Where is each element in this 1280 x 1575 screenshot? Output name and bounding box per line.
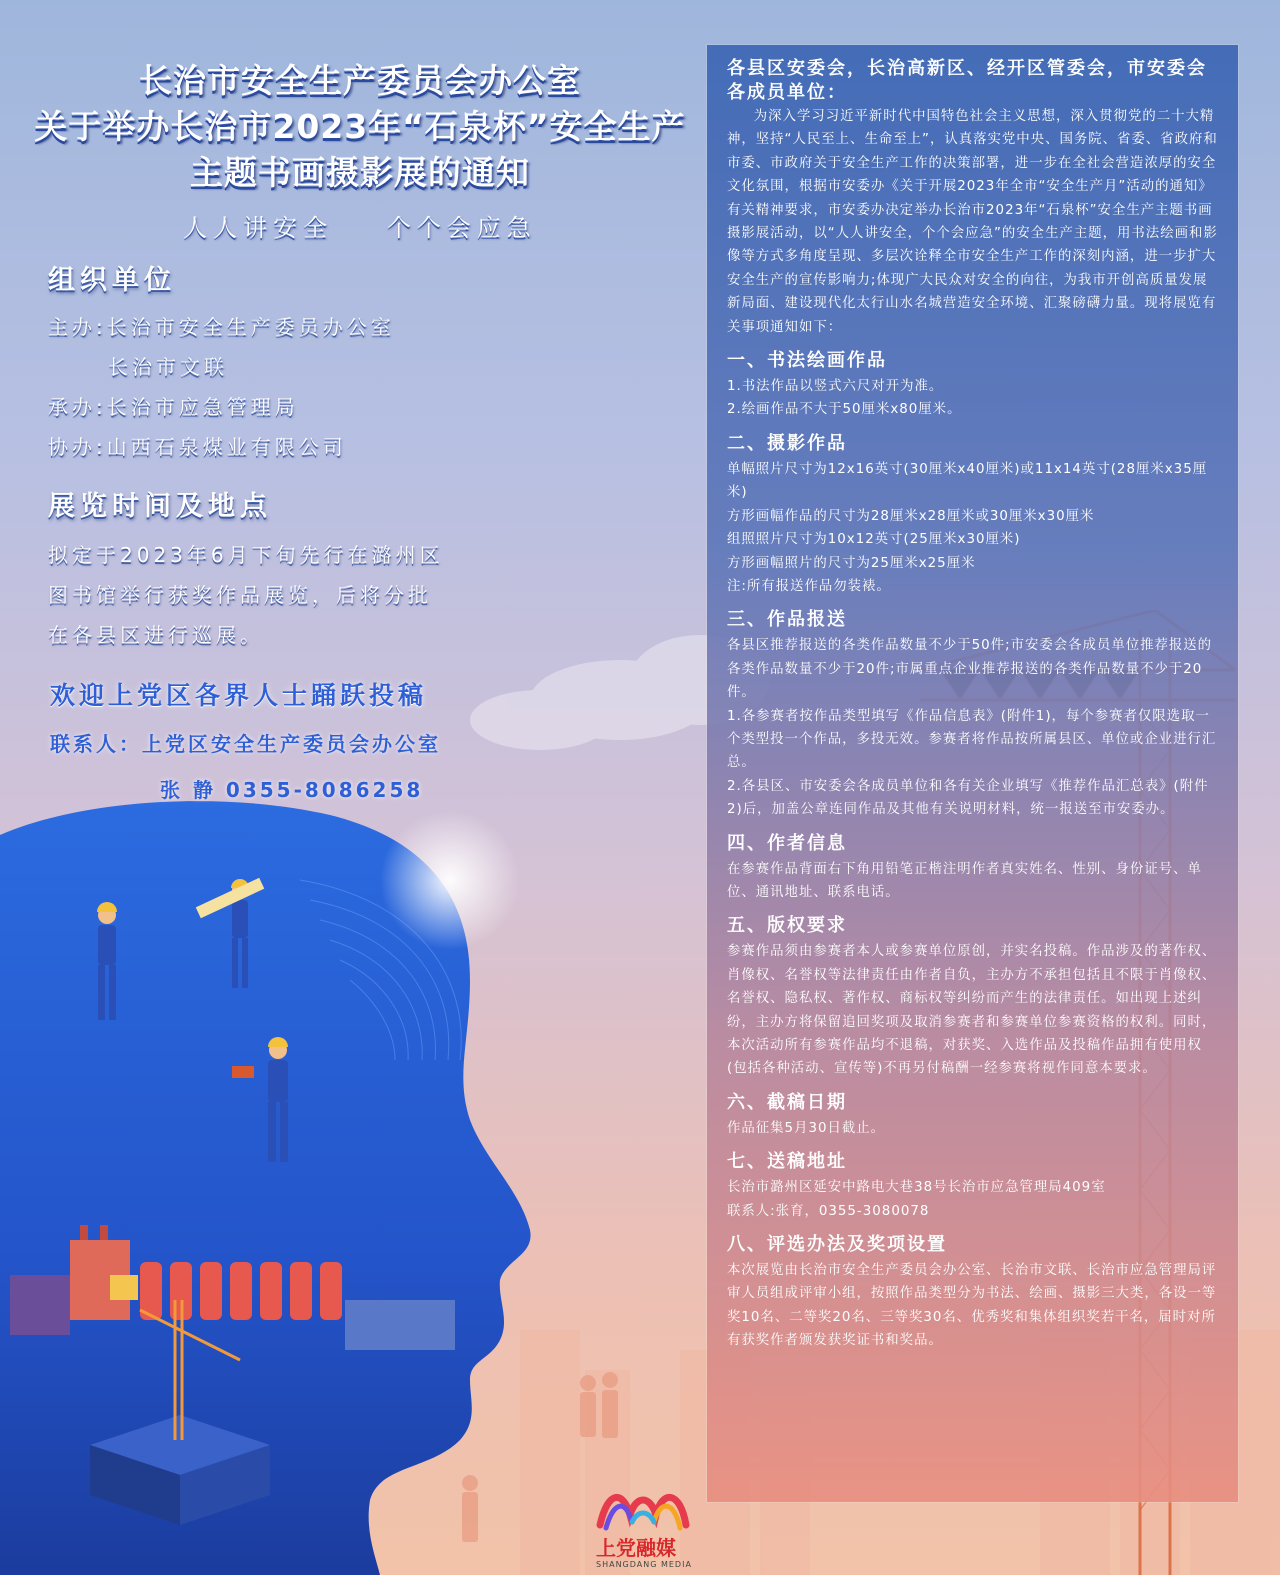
contact-phone: 张 静 0355-8086258 [160, 778, 424, 802]
section-heading: 五、版权要求 [727, 915, 847, 937]
section-line: 作品征集5月30日截止。 [727, 1120, 886, 1136]
section-line: 2.各县区、市安委会各成员单位和各有关企业填写《推荐作品汇总表》(附件2)后，加盖公章连同作品及其他有关说明材料，统一报送至市安委办。 [727, 778, 1209, 818]
contact-person: 联系人：上党区安全生产委员会办公室 [50, 732, 441, 756]
exhibition-line: 在各县区进行巡展。 [48, 623, 264, 647]
section-line: 2.绘画作品不大于50厘米x80厘米。 [727, 402, 962, 418]
section-heading: 六、截稿日期 [727, 1091, 847, 1113]
title-line-3: 主题书画摄影展的通知 [190, 153, 530, 192]
title-line-1: 长治市安全生产委员会办公室 [139, 61, 581, 100]
organizer-line: 长治市文联 [108, 355, 228, 379]
notice-body [727, 57, 1221, 1353]
intro-paragraph: 为深入学习习近平新时代中国特色社会主义思想，深入贯彻党的二十大精神，坚持“人民至上、生命至上”，认真落实党中央、国务院、省委、省政府和市委、市政府关于安全生产工作的决策部署，进一步在全社会营造浓厚的安全文化氛围，根据市安委办《关于开展2023年全市“安全生产月”活动的通知》有关精神要求，市安委办决定举办长治市2023年“石泉杯”安全生产主题书画摄影展活动，以“人人讲安全，个个会应急”的安全生产主题，用书法绘画和影像等方式多角度呈现、多层次诠释全市安全生产工作的深刻内涵，进一步扩大安全生产的宣传影响力;体现广大民众对安全的向往，为我市开创高质量发展新局面、建设现代化太行山水名城营造安全环境、汇聚磅礴力量。现将展览有关事项通知如下： [727, 109, 1218, 335]
section-heading: 八、评选办法及奖项设置 [727, 1234, 947, 1256]
logo-subtitle: SHANGDANG MEDIA [596, 1560, 692, 1569]
section-line: 长治市潞州区延安中路电大巷38号长治市应急管理局409室 [727, 1180, 1106, 1196]
slogan-part-1: 人人讲安全 [183, 214, 334, 242]
logo-name: 上党融媒 [596, 1536, 676, 1560]
section-line: 1.各参赛者按作品类型填写《作品信息表》(附件1)，每个参赛者仅限选取一个类型投一个作品，多投无效。参赛者将作品按所属县区、单位或企业进行汇总。 [727, 708, 1217, 771]
notice-panel [707, 45, 1238, 1502]
section-heading: 一、书法绘画作品 [727, 350, 887, 372]
recipients: 各县区安委会，长治高新区、经开区管委会，市安委会各成员单位： [727, 58, 1207, 103]
notice-title [20, 58, 700, 243]
title-line-2: 关于举办长治市2023年“石泉杯”安全生产 [34, 107, 686, 146]
organizers-heading: 组织单位 [48, 265, 176, 296]
exhibition-line: 图书馆举行获奖作品展览，后将分批 [48, 583, 432, 607]
exhibition-line: 拟定于2023年6月下旬先行在潞州区 [48, 543, 444, 567]
organizer-line: 协办:山西石泉煤业有限公司 [48, 435, 347, 459]
section-heading: 四、作者信息 [727, 832, 847, 854]
section-line: 方形画幅作品的尺寸为28厘米x28厘米或30厘米x30厘米 [727, 508, 1095, 524]
organizers-section [48, 258, 395, 467]
section-line: 参赛作品须由参赛者本人或参赛单位原创，并实名投稿。作品涉及的著作权、肖像权、名誉权等法律责任由作者自负，主办方不承担包括且不限于肖像权、名誉权、隐私权、著作权、商标权等纠纷而产生的法律责任。如出现上述纠纷，主办方将保留追回奖项及取消参赛者和参赛单位参赛资格的权利。同时，本次活动所有参赛作品均不退稿，对获奖、入选作品及投稿作品拥有使用权(包括各种活动、宣传等)不再另付稿酬一经参赛将视作同意本要求。 [727, 944, 1217, 1077]
section-line: 本次展览由长治市安全生产委员会办公室、长治市文联、长治市应急管理局评审人员组成评审小组，按照作品类型分为书法、绘画、摄影三大类，各设一等奖10名、二等奖20名、三等奖30名、优秀奖和集体组织奖若干名，届时对所有获奖作者颁发获奖证书和奖品。 [727, 1263, 1217, 1349]
exhibition-heading: 展览时间及地点 [48, 491, 272, 522]
slogan [20, 208, 700, 243]
organizer-line: 承办:长治市应急管理局 [48, 395, 299, 419]
section-line: 方形画幅照片的尺寸为25厘米x25厘米 [727, 555, 976, 571]
slogan-part-2: 个个会应急 [386, 214, 537, 242]
section-line: 组照照片尺寸为10x12英寸(25厘米x30厘米) [727, 532, 1021, 548]
exhibition-section [48, 484, 444, 655]
section-line: 各县区推荐报送的各类作品数量不少于50件;市安委会各成员单位推荐报送的各类作品数量不少于20件;市属重点企业推荐报送的各类作品数量不少于20件。 [727, 638, 1213, 701]
section-line: 1.书法作品以竖式六尺对开为准。 [727, 379, 944, 395]
section-heading: 二、摄影作品 [727, 432, 847, 454]
section-heading: 七、送稿地址 [727, 1151, 847, 1173]
organizer-line: 主办:长治市安全生产委员办公室 [48, 315, 395, 339]
notice-sections [727, 347, 1221, 1353]
welcome-text: 欢迎上党区各界人士踊跃投稿 [50, 681, 428, 710]
section-line: 在参赛作品背面右下角用铅笔正楷注明作者真实姓名、性别、身份证号、单位、通讯地址、联系电话。 [727, 861, 1202, 900]
section-line: 联系人:张育，0355-3080078 [727, 1203, 930, 1219]
section-heading: 三、作品报送 [727, 609, 847, 631]
section-line: 单幅照片尺寸为12x16英寸(30厘米x40厘米)或11x14英寸(28厘米x35厘米) [727, 461, 1208, 501]
section-line: 注:所有报送作品勿装裱。 [727, 578, 891, 594]
